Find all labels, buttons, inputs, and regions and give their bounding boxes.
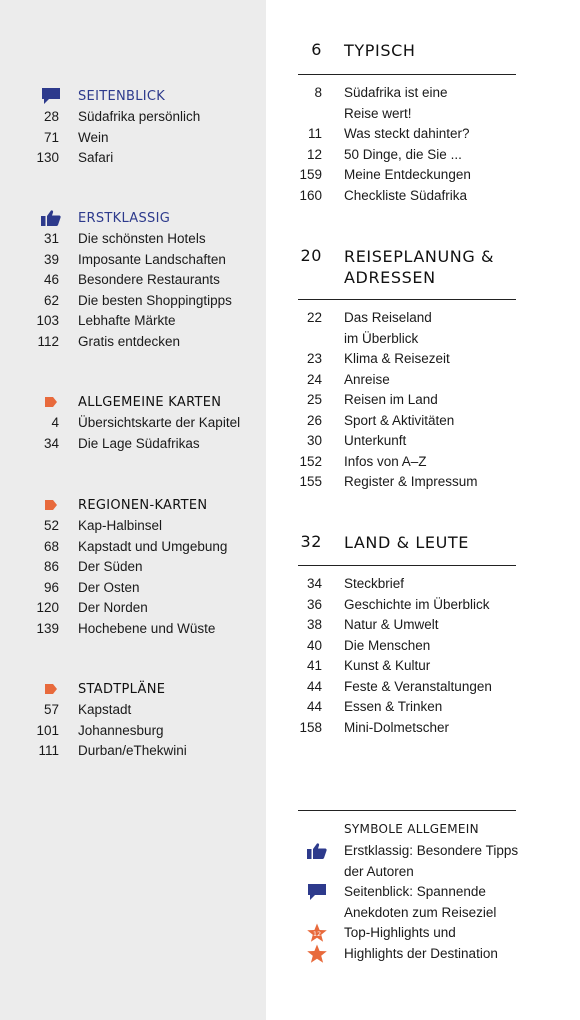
entry-label: Checkliste Südafrika [344,187,468,203]
left-section-heading [0,84,266,108]
page-number: 39 [43,251,59,267]
left-section-3 [0,390,266,455]
toc-entry[interactable] [0,435,266,456]
entry-label: Johannesburg [78,722,164,738]
page-number: 152 [299,453,322,469]
toc-entry[interactable] [0,230,266,251]
left-section-title: SEITENBLICK [78,88,166,104]
star-icon [306,944,328,964]
page-number: 12 [306,146,322,162]
legend-line: der Autoren [344,863,414,879]
page-number: 31 [43,231,59,246]
left-section-title: STADTPLÄNE [78,681,166,697]
entry-label: Gratis entdecken [78,333,181,349]
left-section-heading [0,206,266,230]
page-number: 25 [306,392,322,407]
entry-label: Die besten Shoppingtipps [78,292,232,308]
entry-label: Register & Impressum [344,474,478,489]
symbol-legend [298,810,519,961]
page-number: 44 [306,678,322,694]
toc-entry[interactable] [0,579,266,600]
page-number: 158 [299,719,322,735]
page-number: 111 [38,743,59,758]
page-number: 112 [37,333,59,349]
entry-label: Die Menschen [344,637,431,653]
chapter-page-number: 20 [300,246,322,265]
legend-line: Highlights der Destination [344,945,498,961]
entry-label: Unterkunft [344,433,407,448]
left-section-heading [0,493,266,517]
page-number: 44 [306,699,322,714]
entry-label: Der Osten [78,579,140,595]
chapter-entries [298,575,516,739]
entry-label: 50 Dinge, die Sie ... [344,146,462,162]
page-number: 34 [306,576,322,591]
entry-label: Klima & Reisezeit [344,351,450,366]
entry-label: Der Norden [78,600,148,615]
toc-entry[interactable] [0,558,266,579]
chapter-rule [298,299,516,300]
speech-bubble-icon [40,87,62,105]
legend-title: SYMBOLE ALLGEMEIN [344,822,479,836]
entry-label: Imposante Landschaften [78,251,226,267]
entry-label: Kap-Halbinsel [78,518,163,533]
legend-line: Top-Highlights und [344,925,456,940]
toc-entry[interactable] [298,350,516,371]
entry-label: Reise wert! [344,105,412,121]
speech-bubble-icon [306,883,328,903]
entry-label: Südafrika persönlich [78,109,201,124]
chapter-rule [298,74,516,75]
toc-entry[interactable] [0,271,266,292]
page-number: 8 [314,85,322,100]
toc-entry[interactable] [298,84,516,105]
toc-entry[interactable] [0,149,266,170]
toc-entry[interactable] [0,251,266,272]
page-number: 120 [36,600,59,615]
page-number: 96 [43,579,59,595]
page-number: 62 [43,292,59,308]
toc-entry[interactable] [298,453,516,474]
toc-entry[interactable] [0,108,266,129]
svg-text:12: 12 [312,929,322,938]
chapter-rule [298,565,516,566]
page-number: 30 [306,433,322,448]
toc-entry[interactable] [298,309,516,330]
page-number: 34 [43,435,59,451]
left-section-2 [0,206,266,353]
page-number: 155 [299,474,322,489]
entry-label: Anreise [344,371,390,387]
page-number: 101 [36,722,59,738]
toc-entry[interactable] [0,312,266,333]
entry-label: Mini-Dolmetscher [344,719,450,735]
page-number: 40 [306,637,322,653]
toc-entry[interactable] [298,412,516,433]
entry-label: im Überblick [344,330,419,346]
entry-label: Wein [78,129,109,145]
entry-label: Infos von A–Z [344,453,427,469]
entry-label: Safari [78,150,114,165]
page-number: 23 [306,351,322,366]
toc-entry[interactable] [298,719,516,740]
chapter-title-line: REISEPLANUNG & [344,247,495,266]
entry-label: Reisen im Land [344,392,438,407]
legend-line: Seitenblick: Spannende [344,884,486,899]
legend-line: Erstklassig: Besondere Tipps [344,843,519,858]
toc-entry[interactable] [298,657,516,678]
page-number: 86 [43,559,59,574]
entry-label: Meine Entdeckungen [344,167,471,182]
page-number: 38 [306,617,322,632]
page-number: 68 [43,538,59,554]
page-number: 52 [43,518,59,533]
toc-entry[interactable] [0,701,266,722]
left-section-heading [0,677,266,701]
page-number: 160 [299,187,322,203]
toc-entry[interactable] [0,538,266,559]
page-number: 41 [306,658,322,673]
toc-entry[interactable] [0,742,266,763]
toc-entry[interactable] [298,616,516,637]
entry-label: Lebhafte Märkte [78,313,176,328]
left-section-title: ERSTKLASSIG [78,210,171,226]
toc-entry[interactable] [298,125,516,146]
chapter-page-number: 6 [311,40,322,59]
toc-entry[interactable] [0,129,266,150]
toc-entry[interactable] [0,333,266,354]
entry-label: Hochebene und Wüste [78,620,216,636]
entry-label: Die Lage Südafrikas [78,435,200,451]
toc-entry[interactable] [298,371,516,392]
page-number: 71 [43,129,59,145]
entry-label: Die schönsten Hotels [78,231,206,246]
page-number: 28 [43,109,59,124]
entry-label: Geschichte im Überblick [344,596,490,612]
toc-entry[interactable] [298,678,516,699]
chapter-title-line: LAND & LEUTE [344,533,469,552]
toc-entry[interactable] [298,432,516,453]
entry-label: Südafrika ist eine [344,85,448,100]
chapter-title [344,40,516,61]
chapter-page-number: 32 [300,532,322,551]
toc-entry[interactable] [0,292,266,313]
left-section-5 [0,677,266,763]
chapter-title [344,246,516,288]
star-numbered-icon [306,923,328,943]
entry-label: Sport & Aktivitäten [344,412,455,428]
map-flag-icon [40,496,62,514]
toc-entry[interactable] [0,620,266,641]
entry-label: Kunst & Kultur [344,658,431,673]
legend-line: Anekdoten zum Reiseziel [344,904,497,920]
page-number: 24 [306,371,322,387]
left-section-heading [0,390,266,414]
left-section-title: REGIONEN-KARTEN [78,497,208,513]
chapter-title-line: ADRESSEN [344,268,436,287]
entry-label: Kapstadt [78,702,132,717]
thumbs-up-icon [306,842,328,862]
left-section-1 [0,84,266,170]
toc-entry[interactable] [0,517,266,538]
toc-entry[interactable] [0,414,266,435]
entry-label: Was steckt dahinter? [344,126,470,141]
page-number: 139 [36,620,59,636]
entry-label: Natur & Umwelt [344,617,439,632]
thumbs-up-icon [40,209,62,227]
page-number: 57 [43,702,59,717]
toc-entry[interactable] [298,187,516,208]
map-flag-icon [40,393,62,411]
page-number: 11 [307,126,322,141]
page-number: 26 [306,412,322,428]
page-number: 159 [299,167,322,182]
page-number: 46 [43,272,59,287]
entry-label: Besondere Restaurants [78,272,220,287]
chapter-entries [298,309,516,494]
toc-entry[interactable] [0,599,266,620]
chapter-entries [298,84,516,207]
left-section-4 [0,493,266,640]
entry-label: Essen & Trinken [344,699,443,714]
legend-rule [298,810,516,811]
toc-entry[interactable] [298,105,516,126]
entry-label: Durban/eThekwini [78,743,187,758]
page-number: 22 [306,310,322,325]
toc-entry[interactable] [298,166,516,187]
entry-label: Feste & Veranstaltungen [344,678,492,694]
page-number: 130 [36,150,59,165]
toc-entry[interactable] [298,330,516,351]
toc-entry[interactable] [298,473,516,494]
map-flag-icon [40,680,62,698]
toc-entry[interactable] [298,596,516,617]
left-section-title: ALLGEMEINE KARTEN [78,394,222,410]
chapter-title-line: TYPISCH [344,41,416,60]
toc-entry[interactable] [298,146,516,167]
page-number: 4 [51,415,59,430]
toc-entry[interactable] [0,722,266,743]
page-number: 103 [36,313,59,328]
entry-label: Steckbrief [344,576,405,591]
entry-label: Kapstadt und Umgebung [78,538,228,554]
entry-label: Das Reiseland [344,310,432,325]
chapter-title [344,532,516,553]
toc-entry[interactable] [298,698,516,719]
toc-entry[interactable] [298,391,516,412]
toc-entry[interactable] [298,575,516,596]
page-number: 36 [306,596,322,612]
entry-label: Übersichtskarte der Kapitel [78,415,241,430]
toc-entry[interactable] [298,637,516,658]
entry-label: Der Süden [78,559,143,574]
